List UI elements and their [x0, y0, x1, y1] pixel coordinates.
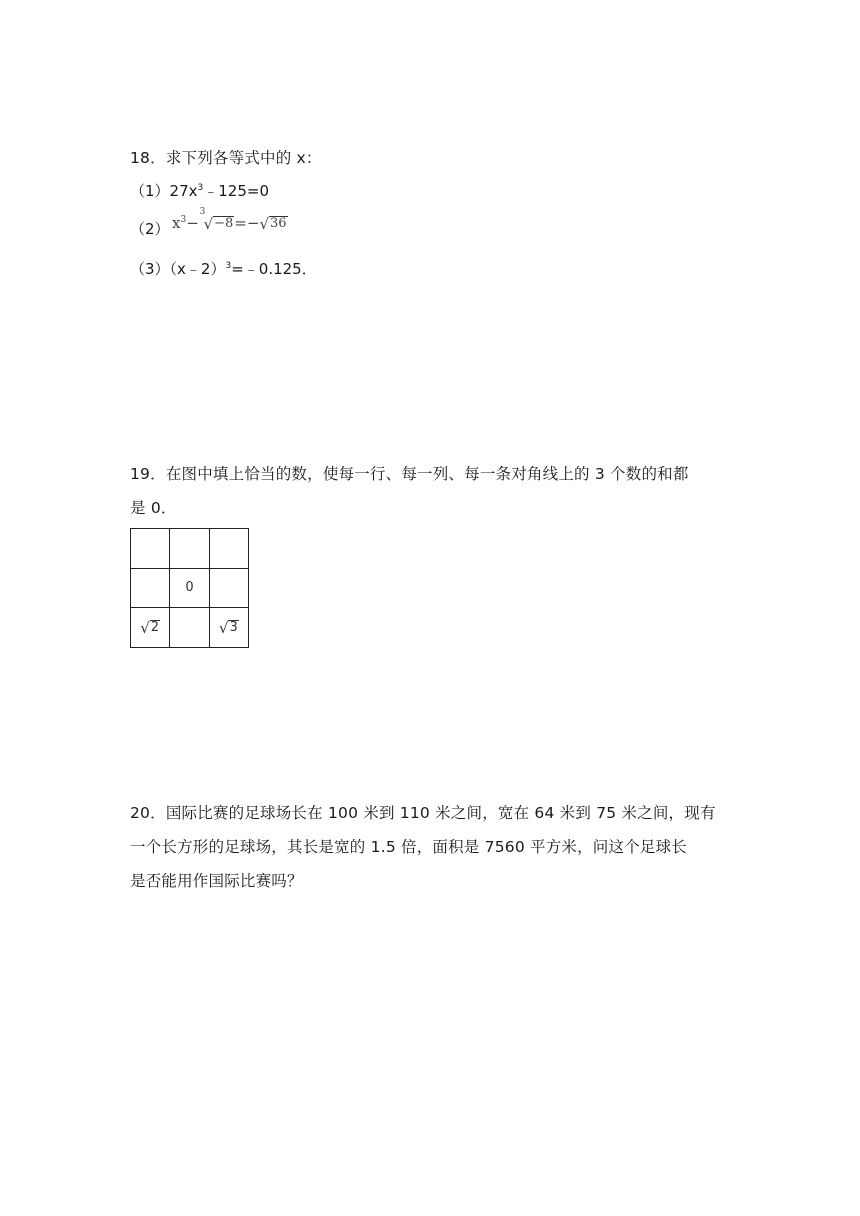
cube-root-index: 3: [199, 207, 206, 217]
q18-item-2-label: （2）: [130, 220, 170, 238]
q18-item-2-x: x: [172, 214, 181, 232]
q18-item-3: [130, 258, 317, 279]
grid-cell-r1c2[interactable]: [170, 529, 209, 569]
cube-root-argument: −8: [214, 216, 234, 231]
grid-cell-r2c3[interactable]: [209, 568, 248, 608]
q18-item-3-exponent: 3: [225, 261, 232, 271]
bottom-right-root-argument: 3: [229, 619, 238, 635]
grid-cell-bottom-right: [209, 608, 248, 648]
q20-line-1: 20．国际比赛的足球场长在 100 米到 110 米之间，宽在 64 米到 75 米之间，现有: [130, 804, 716, 822]
radical-sign-icon: √: [218, 618, 229, 637]
square-root-argument: 36: [270, 216, 287, 231]
grid-cell-center: 0: [170, 568, 209, 608]
grid-cell-r3c2[interactable]: [170, 608, 209, 648]
cube-root: [199, 207, 235, 233]
square-root: [259, 216, 287, 231]
q20-line-3: 是否能用作国际比赛吗？: [130, 872, 303, 890]
q18-item-3-prefix: （3）（x﹣2）: [130, 260, 226, 278]
q18-item-1-suffix: ﹣125=0: [203, 182, 269, 200]
grid-cell-r2c1[interactable]: [131, 568, 170, 608]
q18-item-1-prefix: （1）27x: [130, 182, 198, 200]
radical-sign-icon: √: [203, 215, 214, 233]
q18-item-1-exponent: 3: [197, 183, 204, 193]
radical-sign-icon: √: [259, 215, 269, 233]
radical-sign-icon: √: [140, 618, 150, 637]
q18-item-3-suffix: =﹣0.125．: [231, 260, 317, 278]
grid-cell-bottom-left: [131, 608, 170, 648]
grid-cell-r1c3[interactable]: [209, 529, 248, 569]
bottom-left-root-argument: 2: [150, 619, 160, 635]
q18-item-2-equation: [172, 207, 288, 233]
magic-square-grid: [130, 528, 249, 648]
q18-title: 18．求下列各等式中的 x：: [130, 149, 322, 167]
q19-line-1: 19．在图中填上恰当的数，使每一行、每一列、每一条对角线上的 3 个数的和都: [130, 465, 689, 483]
q20-line-2: 一个长方形的足球场，其长是宽的 1.5 倍，面积是 7560 平方米，问这个足球长: [130, 838, 688, 856]
q18-item-2-minus: −: [186, 214, 199, 232]
q19-line-2: 是 0．: [130, 499, 177, 517]
q18-item-1: [130, 180, 269, 201]
q18-item-2-equals: =−: [234, 214, 260, 232]
q18-item-2-x-exponent: 3: [180, 215, 187, 225]
grid-cell-r1c1[interactable]: [131, 529, 170, 569]
